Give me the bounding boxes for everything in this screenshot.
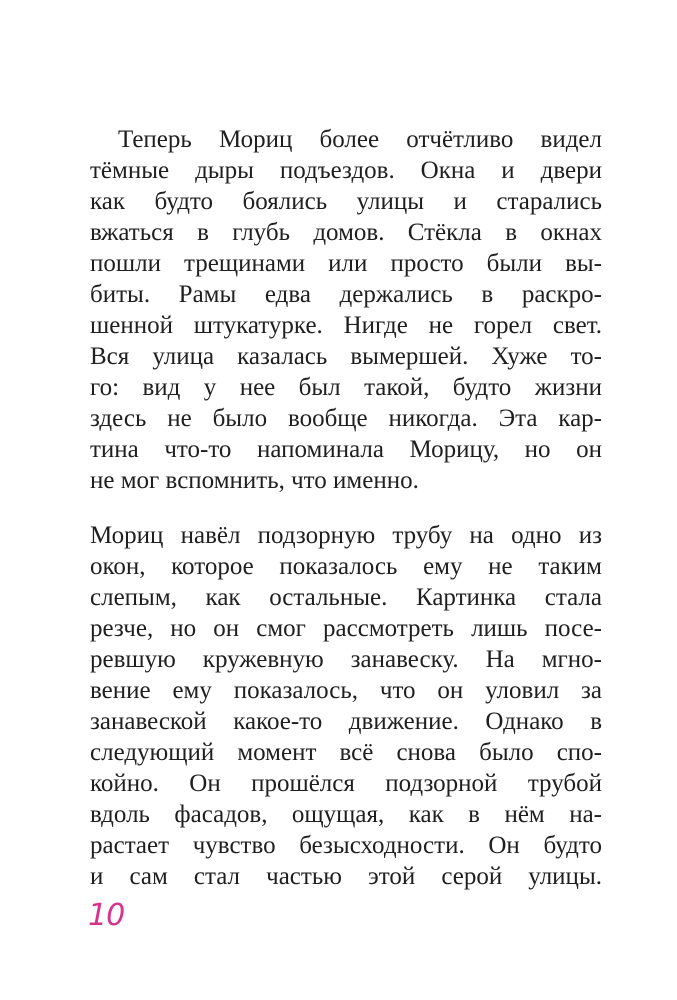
- text-line: занавеской какое-то движение. Однако в: [90, 708, 602, 735]
- text-line: резче, но он смог рассмотреть лишь посе-: [90, 615, 602, 642]
- text-line: вжаться в глубь домов. Стёкла в окнах: [90, 219, 602, 246]
- text-line: тёмные дыры подъездов. Окна и двери: [90, 157, 602, 184]
- text-line: вение ему показалось, что он уловил за: [90, 677, 602, 704]
- page-number: 10: [88, 898, 125, 933]
- text-line: Теперь Мориц более отчётливо видел: [118, 126, 602, 153]
- text-line: тина что-то напоминала Морицу, но он: [90, 436, 602, 463]
- text-line: Вся улица казалась вымершей. Хуже то-: [90, 343, 602, 370]
- text-line: растает чувство безысходности. Он будто: [90, 832, 602, 859]
- text-line: и сам стал частью этой серой улицы.: [90, 863, 602, 890]
- text-line: следующий момент всё снова было спо-: [90, 739, 602, 766]
- text-line: койно. Он прошёлся подзорной трубой: [90, 770, 602, 797]
- paragraph-2: [90, 520, 602, 892]
- text-line: го: вид у нее был такой, будто жизни: [90, 374, 602, 401]
- text-line: не мог вспомнить, что именно.: [90, 467, 419, 494]
- text-line: здесь не было вообще никогда. Эта кар-: [90, 405, 602, 432]
- text-line: биты. Рамы едва держались в раскро-: [90, 281, 602, 308]
- text-line: шенной штукатурке. Нигде не горел свет.: [90, 312, 602, 339]
- text-line: как будто боялись улицы и старались: [90, 188, 602, 215]
- text-line: слепым, как остальные. Картинка стала: [90, 584, 602, 611]
- paragraph-1: [90, 124, 602, 496]
- text-line: ревшую кружевную занавеску. На мгно-: [90, 646, 602, 673]
- text-line: вдоль фасадов, ощущая, как в нём на-: [90, 801, 602, 828]
- text-line: Мориц навёл подзорную трубу на одно из: [90, 522, 602, 549]
- text-line: окон, которое показалось ему не таким: [90, 553, 602, 580]
- text-line: пошли трещинами или просто были вы-: [90, 250, 602, 277]
